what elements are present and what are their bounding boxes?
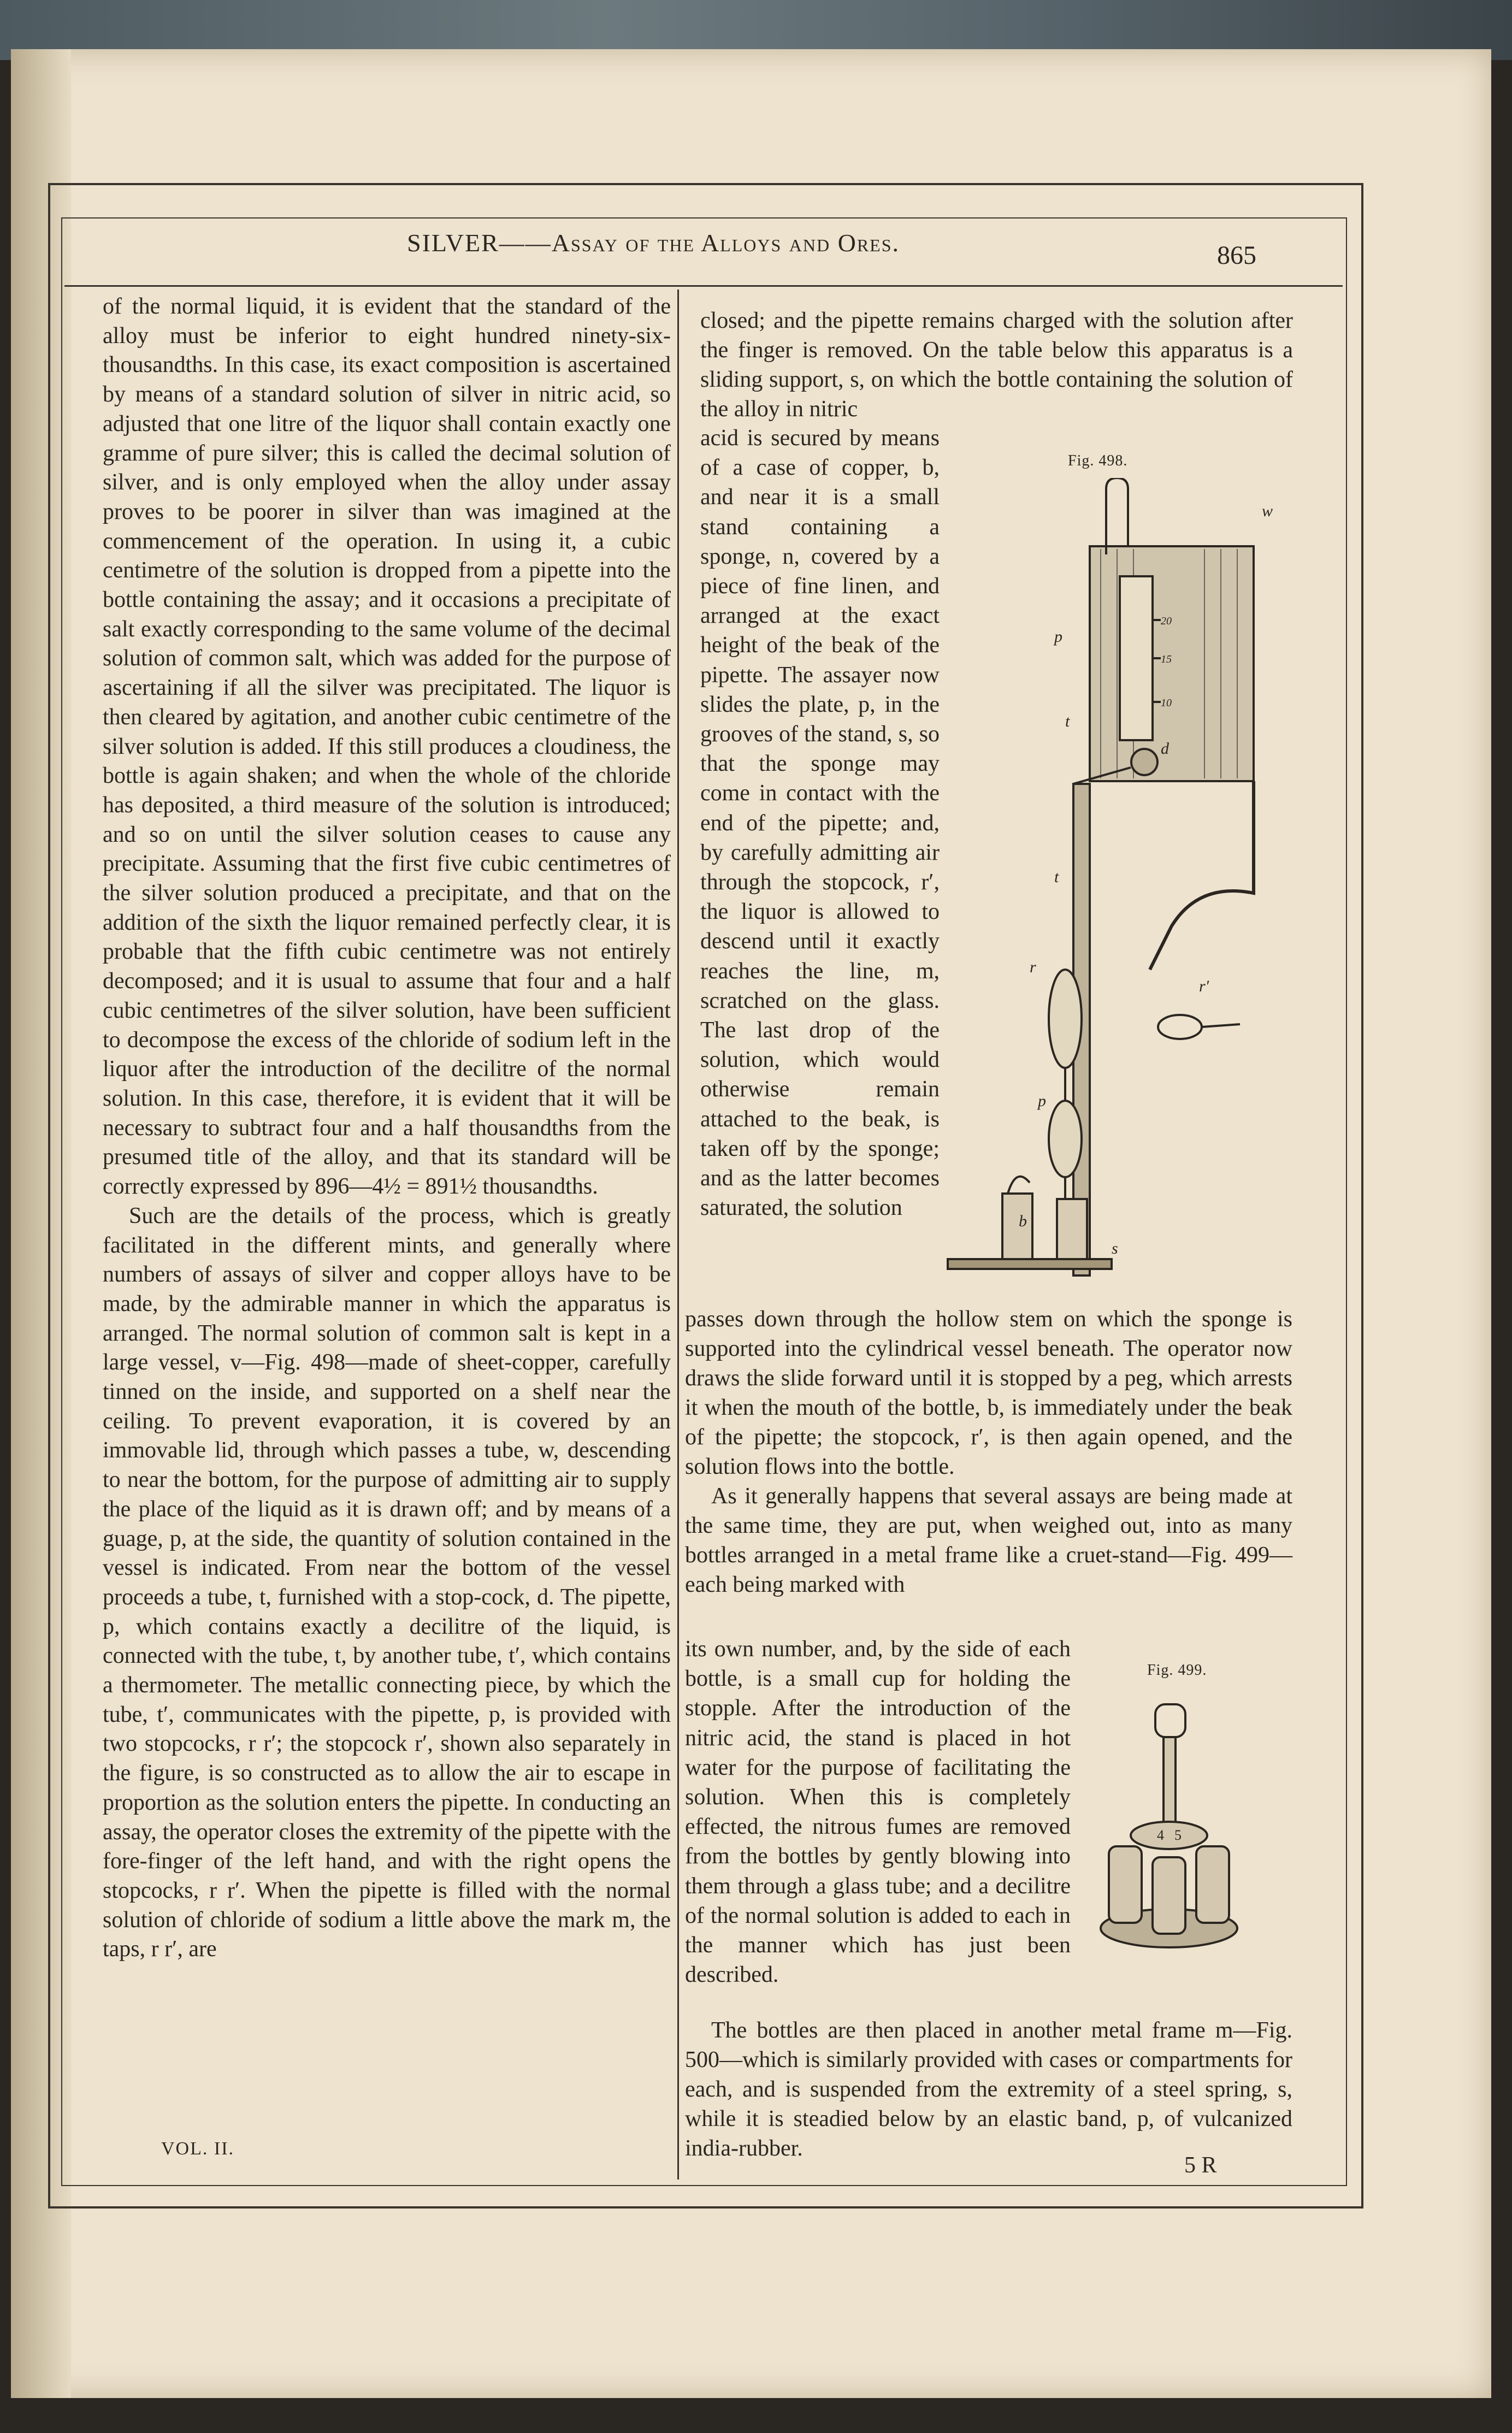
right-paragraph-mid-1: passes down through the hollow stem on which the sponge is supported into the cylindrical vessel beneath. The operator now draws the slide forward until it is stopped by a peg, which arrests it when the mouth of the bottle, b, is immediately under the beak of the pipette; the stopcock, r′, is then again opened, and the solution flows into the bottle.	[685, 1307, 1292, 1479]
left-paragraph-1: of the normal liquid, it is evident that the standard of the alloy must be inferior to eight hundred ninety-six-thousandths. In this case, its exact composition is ascertained by means of a standard solution of silver in nitric acid, so adjusted that one litre of the liquor shall contain exactly one gramme of pure silver; this is called the decimal solution of silver, and is only employed when the alloy under assay proves to be poorer in silver than was imagined at the commencement of the operation. In using it, a cubic centimetre of the solution is dropped from a pipette into the bottle containing the assay; and it occasions a precipitate of salt exactly corresponding to the same volume of the decimal solution of common salt, which was added for the purpose of ascertaining if all the silver was precipitated. The liquor is then cleared by agitation, and another cubic centimetre of the silver solution is added. If this still produces a cloudiness, the bottle is again shaken; and when the whole of the chloride has deposited, a third measure of the solution is introduced; and so on until the silver solution ceases to cause any precipitate. Assuming that the first five cubic centimetres of the silver solution produced a precipitate, and that on the addition of the sixth the liquor remained perfectly clear, it is probable that the fifth cubic centimetre was not entirely decomposed; and it is usual to assume that four and a half cubic centimetres of the silver solution, have been sufficient to decompose the excess of the chloride of sodium left in the liquor after the introduction of the decilitre of the normal solution. In this case, therefore, it is evident that it will be necessary to subtract four and a half thousandths from the presumed title of the alloy, and that its standard will be correctly expressed by 896—4½ = 891½ thousandths.	[103, 294, 671, 1200]
gauge-mark-15: 15	[1161, 653, 1172, 665]
running-head-prefix: SILVER	[407, 229, 499, 257]
label-p-gauge: p	[1054, 628, 1062, 646]
label-t: t	[1065, 712, 1070, 730]
bracket	[1150, 781, 1254, 970]
bottle-b	[1002, 1194, 1032, 1259]
figure-498-caption: Fig. 498.	[1068, 452, 1128, 469]
pipette-upper	[1049, 970, 1082, 1068]
right-column-top	[700, 306, 1293, 424]
right-paragraph-mid-2: As it generally happens that several assays are being made at the same time, they are put, when weighed out, into as many bottles arranged in a metal frame like a cruet-stand—Fig. 499—each being marked with	[685, 1484, 1292, 1597]
label-t-lower: t	[1054, 868, 1059, 886]
left-column	[103, 292, 671, 1964]
stopcock-d	[1131, 749, 1157, 775]
label-w: w	[1262, 502, 1273, 520]
header-rule	[64, 285, 1343, 287]
stand-post	[1163, 1737, 1176, 1830]
bottle-number-4: 4	[1157, 1827, 1164, 1843]
right-paragraph-top: closed; and the pipette remains charged with the solution after the finger is removed. On the table below this apparatus is a sliding support, s, on which the bottle containing the solution of the alloy in nitric	[700, 308, 1293, 422]
label-p-pipette: p	[1038, 1092, 1046, 1110]
shelf	[948, 1259, 1112, 1269]
right-column-wrap-fig498	[700, 423, 940, 1223]
figure-499-caption: Fig. 499.	[1147, 1662, 1207, 1679]
page-number: 865	[1217, 241, 1256, 270]
figure-498-engraving	[942, 478, 1292, 1303]
running-head-title: Assay of the Alloys and Ores.	[551, 229, 900, 257]
running-head-dash: ——	[499, 229, 552, 257]
cruet-bottle	[1109, 1846, 1142, 1923]
pipette-lower	[1049, 1101, 1082, 1177]
tube-w	[1106, 478, 1128, 554]
figure-499-engraving	[1092, 1699, 1245, 1961]
bottle-number-5: 5	[1174, 1827, 1182, 1843]
label-b: b	[1019, 1212, 1027, 1230]
gauge-mark-20: 20	[1161, 615, 1172, 627]
label-s: s	[1112, 1239, 1118, 1257]
label-r: r	[1030, 958, 1036, 976]
label-r-prime: r′	[1199, 977, 1209, 995]
right-paragraph-wrap1: acid is secured by means of a case of copper, b, and near it is a small stand containing a sponge, n, covered by a piece of fine linen, and arranged at the exact height of the beak of the pipette. The assayer now slides the plate, p, in the grooves of the stand, s, so that the sponge may come in contact with the end of the pipette; and, by carefully admitting air through the stopcock, r′, the liquor is allowed to descend until it exactly reaches the line, m, scratched on the glass. The last drop of the solution, which would otherwise remain attached to the beak, is taken off by the sponge; and as the latter becomes saturated, the solution	[700, 426, 940, 1221]
right-column-mid	[685, 1304, 1292, 1599]
gauge-mark-10: 10	[1161, 697, 1172, 709]
bottle-frame-top	[1131, 1822, 1207, 1849]
vessel-v	[1090, 546, 1254, 781]
stopcock-r-detail	[1158, 1015, 1202, 1039]
volume-mark: VOL. II.	[161, 2139, 235, 2159]
right-paragraph-wrap2: its own number, and, by the side of each bottle, is a small cup for holding the stopple. After the introduction of the nitric acid, the stand is placed in hot water for the purpose of facilitating the solution. When this is completely effected, the nitrous fumes are removed from the bottles by gently blowing into them through a glass tube; and a decilitre of the normal solution is added to each in the manner which has just been described.	[685, 1637, 1071, 1988]
right-column-wrap-fig499	[685, 1634, 1071, 1989]
right-paragraph-bottom: The bottles are then placed in another metal frame m—Fig. 500—which is similarly provided with cases or compartments for each, and is suspended from the extremity of a steel spring, s, while it is steadied below by an elastic band, p, of vulcanized india-rubber.	[685, 2018, 1292, 2161]
stand-handle	[1155, 1704, 1185, 1737]
label-d: d	[1161, 740, 1169, 758]
left-paragraph-2: Such are the details of the process, which is greatly facilitated in the different mints, and generally where numbers of assays of silver and copper alloys have to be made, by the admirable manner in which the apparatus is arranged. The normal solution of common salt is kept in a large vessel, v—Fig. 498—made of sheet-copper, carefully tinned on the inside, and supported on a shelf near the ceiling. To prevent evaporation, it is covered by an immovable lid, through which passes a tube, w, descending to near the bottom, for the purpose of admitting air to supply the place of the liquid as it is drawn off; and by means of a guage, p, at the side, the quantity of solution contained in the vessel is indicated. From near the bottom of the vessel proceeds a tube, t, furnished with a stop-cock, d. The pipette, p, which contains exactly a decilitre of the liquid, is connected with the tube, t, by another tube, t′, which contains a thermometer. The metallic connecting piece, by which the tube, t′, communicates with the pipette, p, is provided with two stopcocks, r r′; the stopcock r′, shown also separately in the figure, is so constructed as to allow the air to escape in proportion as the solution enters the pipette. In conducting an assay, the operator closes the extremity of the pipette with the fore-finger of the left hand, and with the right opens the stopcocks, r r′. When the pipette is filled with the normal solution of chloride of sodium a little above the mark m, the taps, r r′, are	[103, 1203, 671, 1962]
gauge	[1120, 576, 1153, 740]
signature-mark: 5 R	[1184, 2153, 1217, 2178]
column-rule	[677, 290, 679, 2180]
running-head	[407, 228, 900, 257]
right-column-bottom	[685, 2016, 1292, 2163]
